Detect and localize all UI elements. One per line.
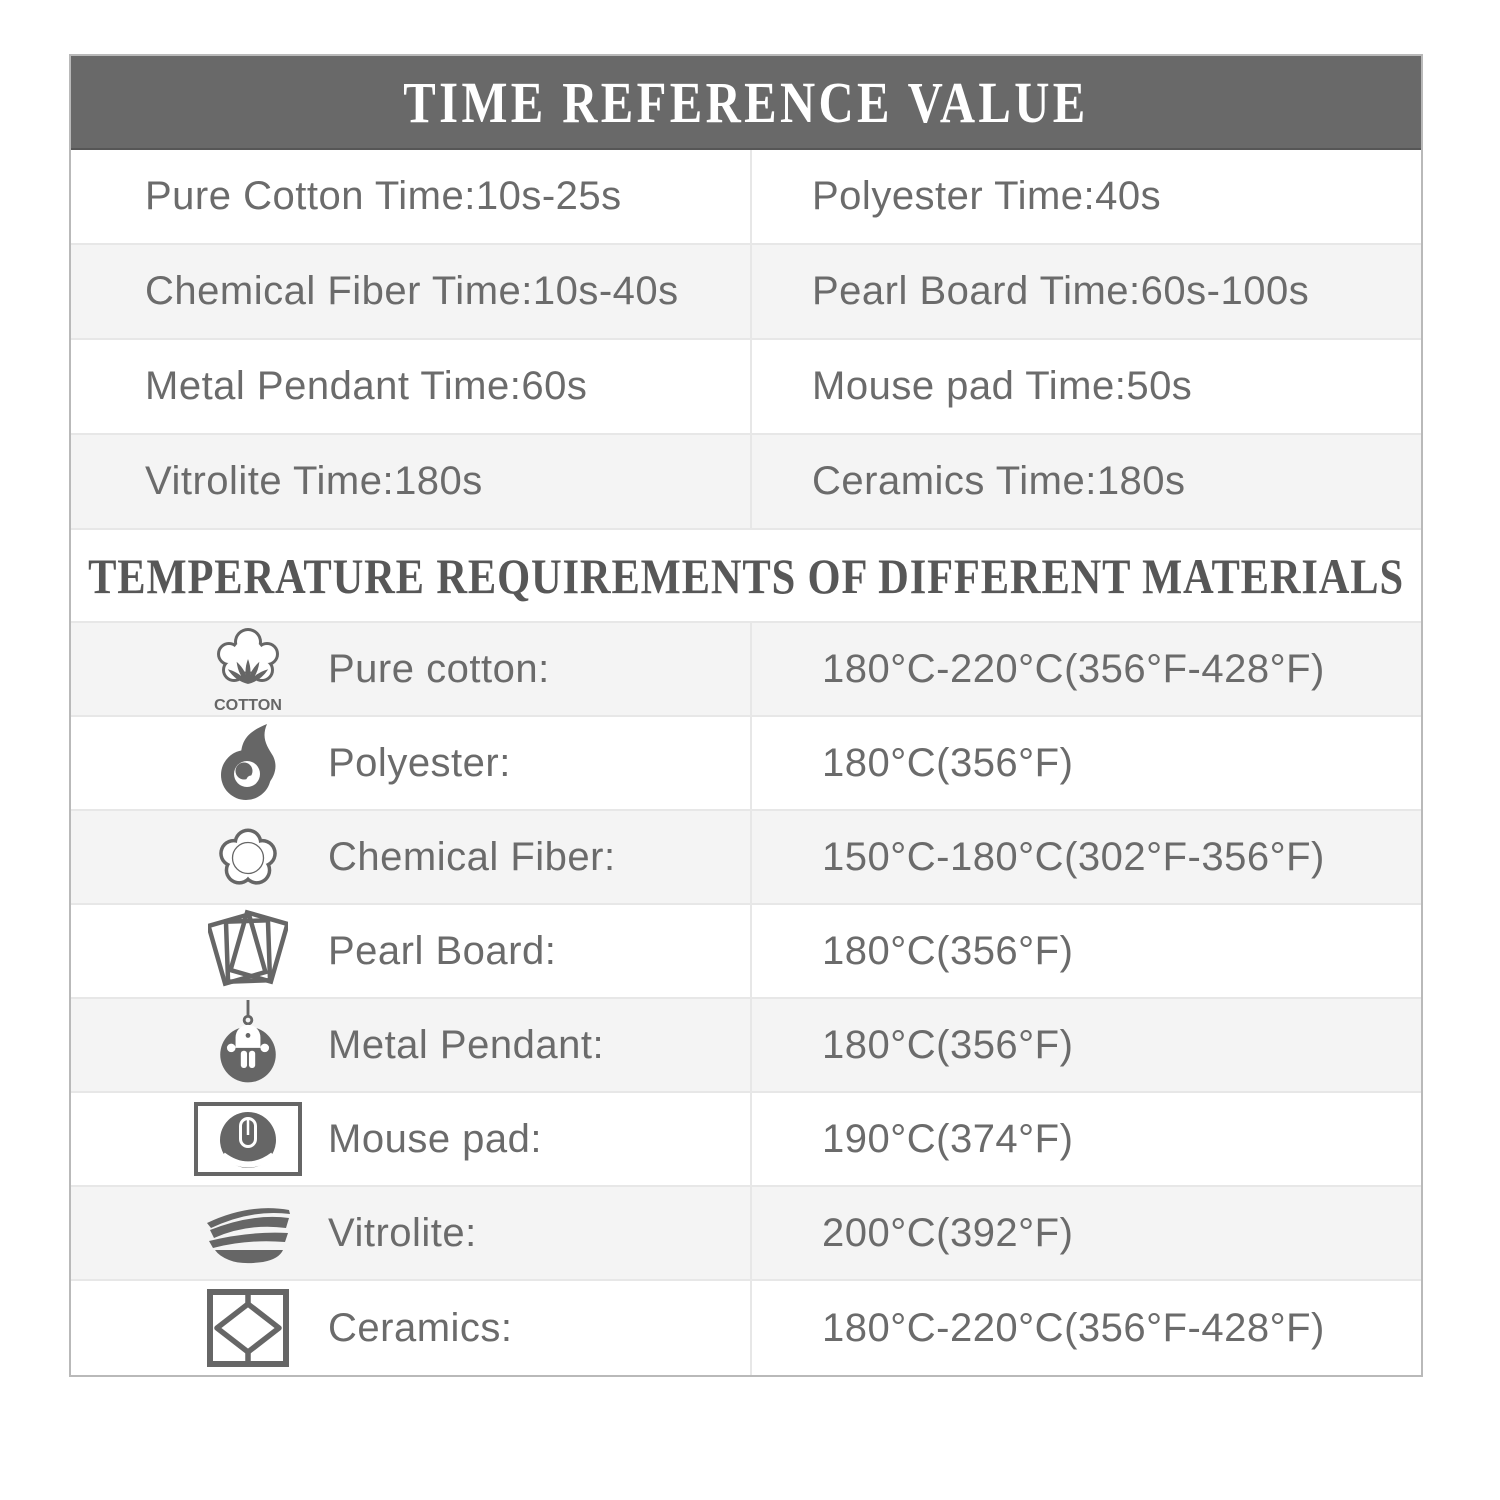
table-row (71, 811, 1421, 905)
time-cell-chemical-fiber: Chemical Fiber Time:10s-40s (71, 245, 752, 338)
material-label: Polyester: (328, 740, 511, 785)
time-cell-pearl-board: Pearl Board Time:60s-100s (812, 269, 1310, 313)
pearl-board-icon (208, 907, 288, 995)
metal-pendant-icon (217, 1000, 279, 1090)
polyester-icon (217, 724, 279, 802)
table-row (71, 340, 1421, 435)
time-table (71, 150, 1421, 530)
cotton-icon (210, 626, 286, 712)
chemical-fiber-icon (216, 825, 280, 889)
time-reference-header (71, 56, 1421, 150)
table-row (71, 623, 1421, 717)
table-row (71, 245, 1421, 340)
time-cell-mouse-pad: Mouse pad Time:50s (812, 364, 1193, 408)
cotton-icon-caption: COTTON (214, 697, 282, 712)
time-cell-metal-pendant: Metal Pendant Time:60s (71, 340, 752, 433)
material-label: Chemical Fiber: (328, 834, 616, 879)
time-reference-title: TIME REFERENCE VALUE (403, 69, 1089, 135)
temperature-header (71, 530, 1421, 623)
temperature-value: 180°C-220°C(356°F-428°F) (822, 1305, 1325, 1350)
temperature-title: TEMPERATURE REQUIREMENTS OF DIFFERENT MATERIALS (88, 547, 1404, 604)
table-row (71, 1093, 1421, 1187)
table-row (71, 1187, 1421, 1281)
ceramics-icon (205, 1288, 291, 1368)
temperature-table (71, 623, 1421, 1375)
temperature-value: 180°C(356°F) (822, 740, 1074, 785)
material-label: Metal Pendant: (328, 1022, 605, 1067)
temperature-value: 200°C(392°F) (822, 1210, 1074, 1255)
table-row (71, 717, 1421, 811)
material-label: Vitrolite: (328, 1210, 477, 1255)
temperature-value: 150°C-180°C(302°F-356°F) (822, 834, 1325, 879)
material-label: Mouse pad: (328, 1116, 543, 1161)
time-cell-pure-cotton: Pure Cotton Time:10s-25s (71, 150, 752, 243)
temperature-value: 190°C(374°F) (822, 1116, 1074, 1161)
time-cell-vitrolite: Vitrolite Time:180s (71, 435, 752, 528)
temperature-value: 180°C(356°F) (822, 1022, 1074, 1067)
material-label: Pearl Board: (328, 928, 557, 973)
table-row (71, 999, 1421, 1093)
info-panel (69, 54, 1423, 1377)
temperature-value: 180°C-220°C(356°F-428°F) (822, 646, 1325, 691)
temperature-value: 180°C(356°F) (822, 928, 1074, 973)
table-row (71, 1281, 1421, 1375)
mouse-pad-icon (194, 1102, 302, 1176)
time-cell-polyester: Polyester Time:40s (812, 174, 1162, 218)
vitrolite-icon (203, 1201, 293, 1265)
material-label: Pure cotton: (328, 646, 550, 691)
table-row (71, 435, 1421, 530)
table-row (71, 905, 1421, 999)
time-cell-ceramics: Ceramics Time:180s (812, 459, 1186, 503)
table-row (71, 150, 1421, 245)
material-label: Ceramics: (328, 1305, 513, 1350)
